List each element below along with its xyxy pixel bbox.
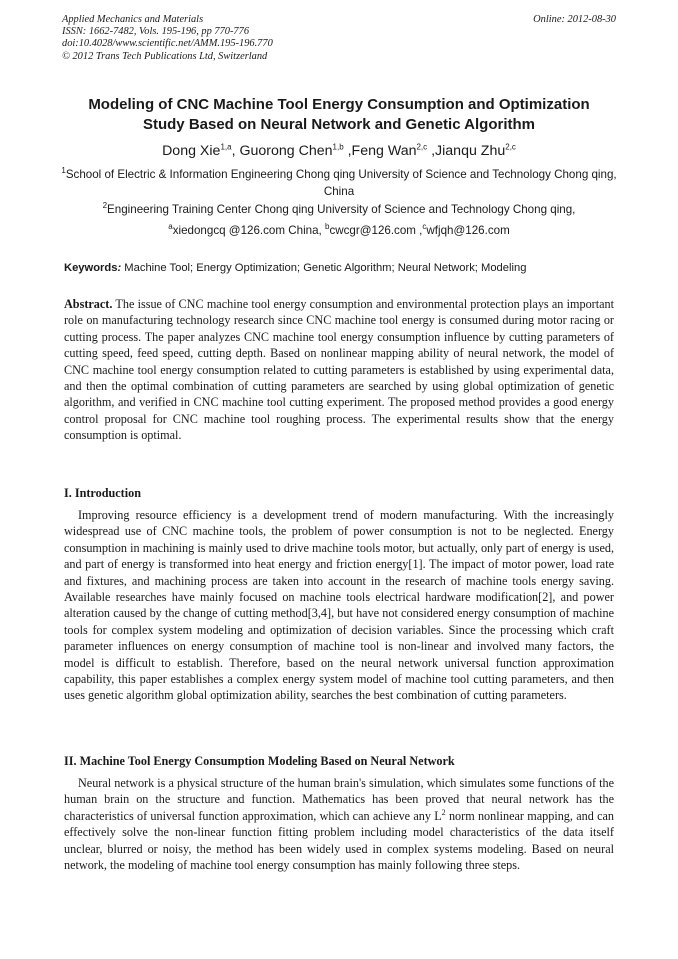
keywords-label: Keywords [64,262,118,274]
author-separator: , [343,143,352,159]
author-affiliation-mark: 1,a [220,142,232,152]
abstract [64,296,614,444]
section-1-heading: I. Introduction [64,486,141,500]
journal-header [62,14,273,63]
journal-copyright: © 2012 Trans Tech Publications Ltd, Switzerland [62,50,268,62]
keywords-line [64,260,624,276]
title-line-2: Study Based on Neural Network and Genetic Algorithm [142,115,535,133]
affiliation-1-text: School of Electric & Information Engineering Chong qing University of Science and Technology Chong qing, China [65,168,617,198]
affiliation-1-mark: 1 [61,166,66,176]
keywords-colon: : [117,262,122,274]
email-b: cwcgr@126.com , [329,224,423,237]
email-a: xiedongcq @126.com China, [172,224,325,237]
author-affiliation-mark: 2,c [505,142,516,152]
section-2-heading: II. Machine Tool Energy Consumption Modeling Based on Neural Network [64,754,455,768]
author-separator: , [231,143,240,159]
author-affiliation-mark: 1,b [332,142,344,152]
paper-title [40,95,638,134]
abstract-label: Abstract. [64,297,113,311]
email-c-mark: c [422,222,427,232]
journal-name: Applied Mechanics and Materials [62,14,204,25]
section-2-text-part-2: norm nonlinear mapping, and can effectively solve the non-linear function fitting problem including model characteristics of the data itself unclear, blurred or noisy, the method has been widely used in complex systems modeling. Based on neural network, the modeling of machine tool energy consumption has mainly following three steps. [64,808,614,873]
section-1-paragraph: Improving resource efficiency is a development trend of modern manufacturing. With the increasingly widespread use of CNC machine tools, the problem of power consumption is not to be neglected. Energy consumption in machining is mainly used to drive machine tools motor, but actually, only part of energy is used, and part of energy is transformed into heat energy and friction energy[1]. The impact of motor power, load rate and fixtures, and machining process are taken into account in the research of machine tools energy saving. Available researches have mainly focused on machine tools electrical hardware modification[2], and power alteration caused by the change of cutting method[3,4], but have not considered energy consumption of machine tools for complex system modeling and optimization of decision variables. Since the processing which craft parameter influences on energy consumption of machine tool is non-linear and involved many factors, the model is difficult to establish. Therefore, based on the neural network universal function approximation capability, this paper establishes a complex energy system model of machine tool cutting parameters, and then uses genetic algorithm global optimization ability, searches the best combination of cutting parameters. [64,508,614,703]
journal-doi: doi:10.4028/www.scientific.net/AMM.195-196.770 [62,38,273,50]
keywords-text: Machine Tool; Energy Optimization; Genetic Algorithm; Neural Network; Modeling [121,262,527,274]
author-name: Dong Xie [162,143,221,159]
email-b-mark: b [325,222,330,232]
section-2-paragraph [64,775,614,873]
email-line [50,223,628,240]
author-separator: , [427,143,436,159]
email-a-mark: a [168,222,173,232]
journal-issn: ISSN: 1662-7482, Vols. 195-196, pp 770-776 [62,26,250,38]
author-list [40,142,638,160]
affiliation-2-mark: 2 [102,201,108,211]
author-name: Guorong Chen [239,143,333,159]
affiliation-1 [50,167,628,200]
email-c: wfjqh@126.com [426,224,510,237]
title-line-1: Modeling of CNC Machine Tool Energy Consumption and Optimization [88,96,590,113]
affiliation-2-text: Engineering Training Center Chong qing University of Science and Technology Chong qing, [107,203,576,216]
abstract-text: The issue of CNC machine tool energy consumption and environmental protection plays an important role on manufacturing technology research since CNC machine tool energy is consumed during motor racing or cutting process. The paper analyzes CNC machine tool energy consumption influence by cutting parameters of cutting speed, feed speed, cutting depth. Based on nonlinear mapping ability of neural network, the model of CNC machine tool energy consumption related to cutting parameters is established by using experimental data, and then the optimal combination of cutting parameters are searched by using global optimization of genetic algorithm, and verified in CNC machine tool cutting experiment. The proposed method provides a good energy control proposal for CNC machine tool roughing process. The experimental results show that the energy consumption is optimal. [64,297,614,443]
author-name: Jianqu Zhu [435,143,506,159]
affiliation-2 [50,202,628,219]
online-date: Online: 2012-08-30 [533,14,616,25]
author-affiliation-mark: 2,c [416,142,428,152]
author-name: Feng Wan [351,143,417,159]
section-2-text-part-1: Neural network is a physical structure of the human brain's simulation, which simulates some functions of the human brain on the structure and function. Mathematics has been proved that neural network has the characteristics of universal function approximation, which can achieve any L [64,776,614,823]
norm-superscript: 2 [441,807,446,817]
